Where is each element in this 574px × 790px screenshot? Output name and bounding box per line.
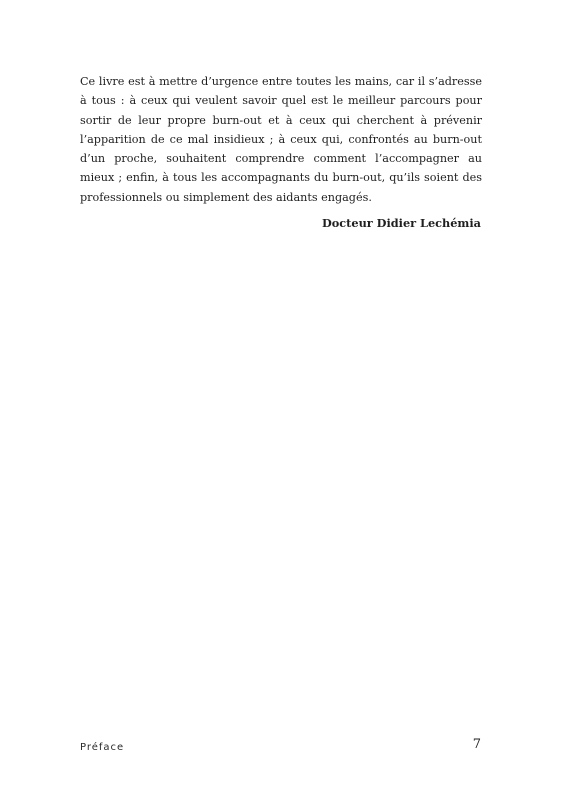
body-paragraph: Ce livre est à mettre d’urgence entre toutes les mains, car il s’adresse à tous : à ceux qui veulent savoir quel est le meilleur parcours pour sortir de leur propre burn-out et à ceux qui cherchent à prévenir l’apparition de ce mal insidieux ; à ceux qui, confrontés au burn-out d’un proche, souhaitent comprendre comment l’accompagner au mieux ; enfin, à tous les accompagnants du burn-out, qu’ils soient des professionnels ou simplement des aidants engagés. bbox=[80, 75, 482, 204]
footer-section-label: Préface bbox=[80, 742, 125, 753]
page-number: 7 bbox=[472, 737, 481, 752]
author-signature: Docteur Didier Lechémia bbox=[321, 216, 481, 230]
